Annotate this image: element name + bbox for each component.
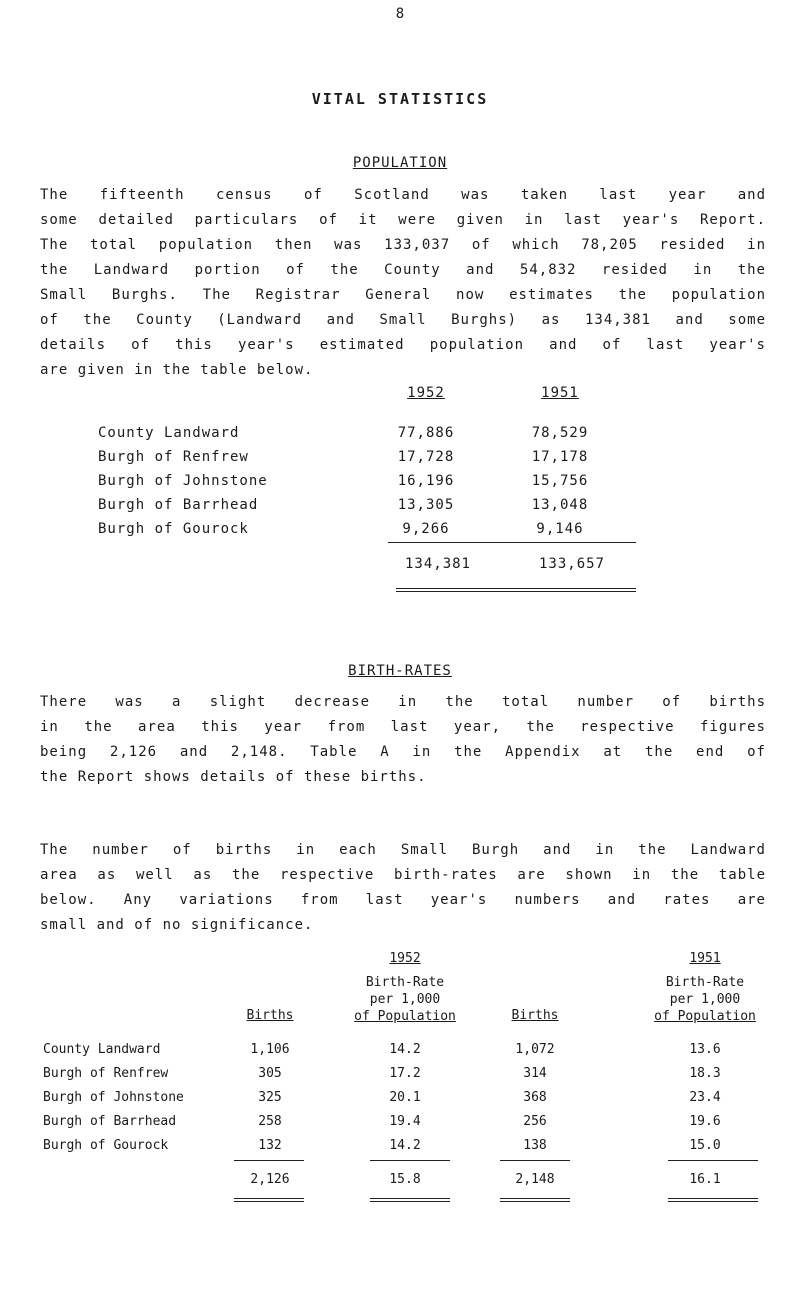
paragraph-line: There was a slight decrease in the total number of births	[40, 694, 766, 710]
row-label: County Landward	[43, 1042, 161, 1057]
total-double-rule	[370, 1201, 450, 1202]
subtotal-rule	[234, 1160, 304, 1161]
subtotal-rule-1952	[388, 542, 512, 543]
row-label: Burgh of Gourock	[98, 521, 249, 537]
births-1951: 1,072	[515, 1042, 555, 1057]
birth-rates-heading: BIRTH-RATES	[348, 663, 452, 679]
population-col-1951: 1951	[541, 385, 579, 401]
births-1951: 368	[523, 1090, 547, 1105]
population-paragraph	[40, 183, 766, 383]
table-row	[0, 1066, 800, 1090]
paragraph-line: of the County (Landward and Small Burghs) as 134,381 and some	[40, 312, 766, 328]
total-births-1951: 2,148	[515, 1172, 555, 1187]
births-1951: 138	[523, 1138, 547, 1153]
rate-1952: 20.1	[389, 1090, 421, 1105]
rate-1951: 13.6	[689, 1042, 721, 1057]
rate-1951: 15.0	[689, 1138, 721, 1153]
population-total-1952: 134,381	[404, 556, 471, 572]
value-1952: 9,266	[402, 521, 450, 537]
total-double-rule	[396, 588, 636, 589]
rate-header-1952	[330, 974, 480, 1025]
rate-header-line: of Population	[654, 1009, 756, 1024]
row-label: Burgh of Renfrew	[98, 449, 249, 465]
total-double-rule	[668, 1201, 758, 1202]
value-1951: 17,178	[531, 449, 589, 465]
totals-row	[0, 1172, 800, 1196]
paragraph-line: area as well as the respective birth-rates are shown in the table	[40, 867, 766, 883]
paragraph-line: The number of births in each Small Burgh and in the Landward	[40, 842, 766, 858]
value-1952: 77,886	[397, 425, 455, 441]
subtotal-rule-1951	[512, 542, 636, 543]
births-1951: 256	[523, 1114, 547, 1129]
total-births-1952: 2,126	[250, 1172, 290, 1187]
population-col-1952: 1952	[407, 385, 445, 401]
paragraph-line: small and of no significance.	[40, 917, 314, 933]
births-1952: 1,106	[250, 1042, 290, 1057]
rate-1951: 19.6	[689, 1114, 721, 1129]
rate-header-line: of Population	[354, 1009, 456, 1024]
paragraph-line: the Report shows details of these births.	[40, 769, 427, 785]
total-double-rule	[668, 1198, 758, 1199]
births-1952: 132	[258, 1138, 282, 1153]
table-row	[98, 449, 589, 473]
value-1952: 16,196	[397, 473, 455, 489]
paragraph-line: the Landward portion of the County and 54,832 resided in the	[40, 262, 766, 278]
total-double-rule	[500, 1198, 570, 1199]
rate-1952: 14.2	[389, 1138, 421, 1153]
value-1952: 13,305	[397, 497, 455, 513]
rate-1951: 23.4	[689, 1090, 721, 1105]
rate-1952: 19.4	[389, 1114, 421, 1129]
total-double-rule	[234, 1201, 304, 1202]
births-header-1951: Births	[511, 1008, 559, 1023]
birth-rates-paragraph-1	[40, 690, 766, 790]
value-1952: 17,728	[397, 449, 455, 465]
table-row	[0, 1090, 800, 1114]
paragraph-line: The fifteenth census of Scotland was taken last year and	[40, 187, 766, 203]
value-1951: 9,146	[536, 521, 584, 537]
birth-year-1951: 1951	[689, 951, 721, 966]
row-label: Burgh of Renfrew	[43, 1066, 169, 1081]
value-1951: 15,756	[531, 473, 589, 489]
total-double-rule	[396, 591, 636, 592]
birth-year-1952: 1952	[389, 951, 421, 966]
rate-header-line: Birth-Rate	[365, 975, 445, 990]
total-rate-1951: 16.1	[689, 1172, 721, 1187]
table-row	[98, 473, 589, 497]
births-1952: 325	[258, 1090, 282, 1105]
rate-header-line: Birth-Rate	[665, 975, 745, 990]
row-label: Burgh of Johnstone	[98, 473, 268, 489]
paragraph-line: in the area this year from last year, the respective figures	[40, 719, 766, 735]
rate-1951: 18.3	[689, 1066, 721, 1081]
population-total-1951: 133,657	[538, 556, 605, 572]
paragraph-line: some detailed particulars of it were given in last year's Report.	[40, 212, 766, 228]
paragraph-line: Small Burghs. The Registrar General now estimates the population	[40, 287, 766, 303]
row-label: County Landward	[98, 425, 240, 441]
paragraph-line: The total population then was 133,037 of which 78,205 resided in	[40, 237, 766, 253]
table-row	[0, 1114, 800, 1138]
rate-header-line: per 1,000	[369, 992, 441, 1007]
total-double-rule	[234, 1198, 304, 1199]
birth-rates-paragraph-2	[40, 838, 766, 938]
births-header-1952: Births	[246, 1008, 294, 1023]
row-label: Burgh of Barrhead	[98, 497, 259, 513]
births-1951: 314	[523, 1066, 547, 1081]
births-1952: 305	[258, 1066, 282, 1081]
rate-1952: 14.2	[389, 1042, 421, 1057]
paragraph-line: are given in the table below.	[40, 362, 314, 378]
page-number: 8	[395, 6, 405, 22]
subtotal-rule	[370, 1160, 450, 1161]
subtotal-rule	[668, 1160, 758, 1161]
value-1951: 13,048	[531, 497, 589, 513]
table-row	[98, 497, 589, 521]
total-double-rule	[500, 1201, 570, 1202]
table-row	[0, 1042, 800, 1066]
table-row	[98, 425, 589, 449]
subtotal-rule	[500, 1160, 570, 1161]
birth-rates-table	[0, 1042, 800, 1162]
paragraph-line: below. Any variations from last year's numbers and rates are	[40, 892, 766, 908]
value-1951: 78,529	[531, 425, 589, 441]
population-table	[98, 425, 589, 545]
total-double-rule	[370, 1198, 450, 1199]
table-row	[0, 1138, 800, 1162]
rate-1952: 17.2	[389, 1066, 421, 1081]
paragraph-line: being 2,126 and 2,148. Table A in the Appendix at the end of	[40, 744, 766, 760]
paragraph-line: details of this year's estimated population and of last year's	[40, 337, 766, 353]
row-label: Burgh of Johnstone	[43, 1090, 184, 1105]
total-rate-1952: 15.8	[389, 1172, 421, 1187]
row-label: Burgh of Barrhead	[43, 1114, 177, 1129]
population-heading: POPULATION	[352, 155, 448, 171]
row-label: Burgh of Gourock	[43, 1138, 169, 1153]
rate-header-line: per 1,000	[669, 992, 741, 1007]
page-title: VITAL STATISTICS	[311, 90, 489, 108]
rate-header-1951	[625, 974, 785, 1025]
births-1952: 258	[258, 1114, 282, 1129]
